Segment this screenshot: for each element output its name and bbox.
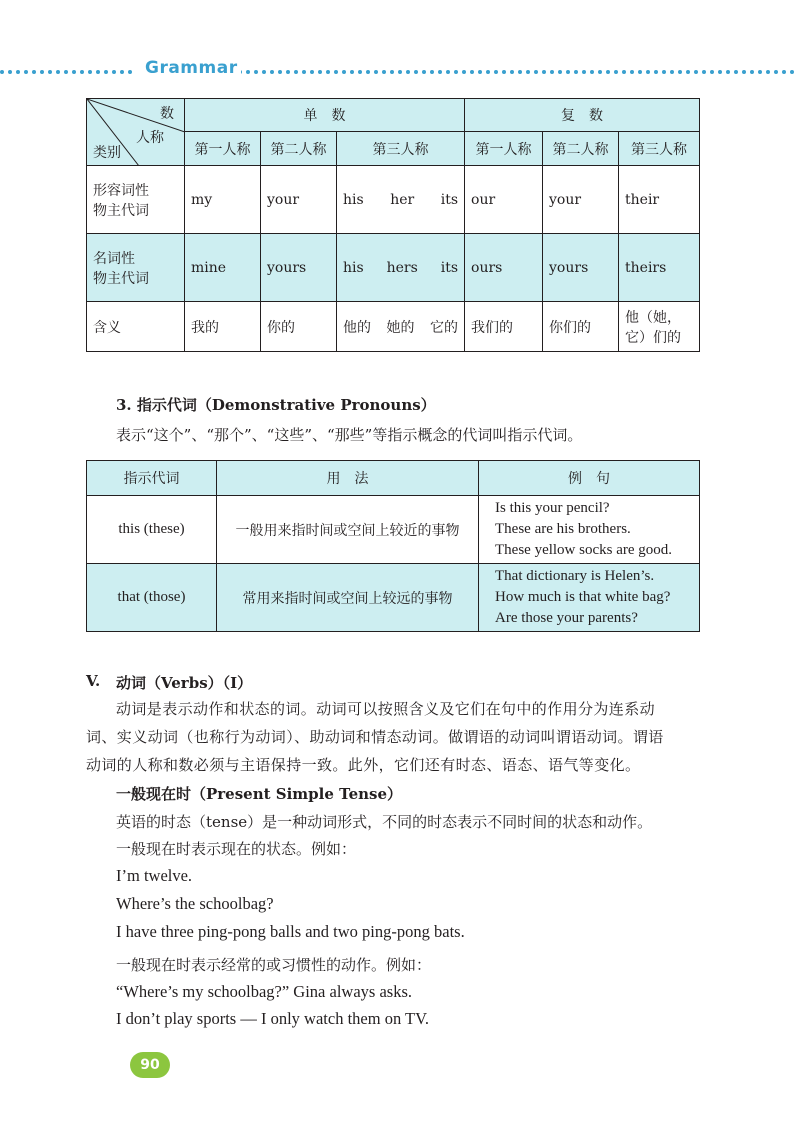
- table-row: [87, 166, 700, 234]
- header-dot: [702, 70, 706, 74]
- header-dot: [24, 70, 28, 74]
- header-dot: [0, 70, 4, 74]
- header-dot: [398, 70, 402, 74]
- header-dots-right: [230, 68, 800, 76]
- header-dot: [598, 70, 602, 74]
- example-sentence: I’m twelve.: [116, 866, 193, 885]
- table-cell: our: [465, 166, 543, 234]
- table-cell: 你的: [261, 302, 337, 352]
- header-dot: [782, 70, 786, 74]
- header-dots-left: [0, 68, 142, 76]
- header-dot: [318, 70, 322, 74]
- header-dot: [72, 70, 76, 74]
- header-dot: [542, 70, 546, 74]
- row-label: 形容词性 物主代词: [87, 166, 185, 234]
- header-dot: [550, 70, 554, 74]
- header-dot: [8, 70, 12, 74]
- header-dot: [630, 70, 634, 74]
- header-dot: [358, 70, 362, 74]
- table-cell: yours: [543, 234, 619, 302]
- header-dot: [262, 70, 266, 74]
- header-dot: [718, 70, 722, 74]
- header-dot: [120, 70, 124, 74]
- header-dot: [350, 70, 354, 74]
- header-dot: [654, 70, 658, 74]
- tense-line: 一般现在时表示现在的状态。例如：: [116, 840, 357, 858]
- header-dot: [454, 70, 458, 74]
- header-dot: [518, 70, 522, 74]
- section-title: Grammar: [142, 58, 241, 78]
- header-dot: [478, 70, 482, 74]
- header-dot: [622, 70, 626, 74]
- table-cell: your: [261, 166, 337, 234]
- row-label: 名词性 物主代词: [87, 234, 185, 302]
- header-dot: [590, 70, 594, 74]
- verbs-paragraph-line: 动词的人称和数必须与主语保持一致。此外，它们还有时态、语态、语气等变化。: [86, 756, 641, 774]
- header-dot: [422, 70, 426, 74]
- header-dot: [686, 70, 690, 74]
- table-cell: 我们的: [465, 302, 543, 352]
- header-dot: [430, 70, 434, 74]
- header-dot: [726, 70, 730, 74]
- header-second-person: 第二人称: [261, 132, 337, 166]
- header-dot: [774, 70, 778, 74]
- header-dot: [662, 70, 666, 74]
- header-dot: [40, 70, 44, 74]
- verbs-paragraph-line: 动词是表示动作和状态的词。动词可以按照含义及它们在句中的作用分为连系动: [116, 700, 656, 718]
- table-cell: his her its: [337, 166, 465, 234]
- table-cell: Is this your pencil? These are his brothers. These yellow socks are good.: [479, 496, 700, 564]
- header-dot: [334, 70, 338, 74]
- header-dot: [16, 70, 20, 74]
- header-dot: [790, 70, 794, 74]
- header-dot: [638, 70, 642, 74]
- header-dot: [374, 70, 378, 74]
- header-dot: [582, 70, 586, 74]
- header-dot: [294, 70, 298, 74]
- header-dot: [112, 70, 116, 74]
- header-second-person: 第二人称: [543, 132, 619, 166]
- table-cell: yours: [261, 234, 337, 302]
- table-cell: your: [543, 166, 619, 234]
- table-row: [87, 564, 700, 632]
- header-dot: [104, 70, 108, 74]
- header-dot: [502, 70, 506, 74]
- header-dot: [64, 70, 68, 74]
- header-dot: [742, 70, 746, 74]
- header-dot: [390, 70, 394, 74]
- header-dot: [510, 70, 514, 74]
- header-dot: [646, 70, 650, 74]
- header-dot: [56, 70, 60, 74]
- table-cell: their: [619, 166, 700, 234]
- header-third-person: 第三人称: [337, 132, 465, 166]
- corner-header: [87, 99, 185, 166]
- table-cell: his hers its: [337, 234, 465, 302]
- header-first-person: 第一人称: [185, 132, 261, 166]
- header-dot: [446, 70, 450, 74]
- header-dot: [462, 70, 466, 74]
- row-label: 含义: [87, 302, 185, 352]
- demonstrative-heading: 3. 指示代词（Demonstrative Pronouns）: [116, 396, 436, 414]
- header-dot: [278, 70, 282, 74]
- header-dot: [470, 70, 474, 74]
- header-dot: [614, 70, 618, 74]
- header-dot: [286, 70, 290, 74]
- corner-number-label: 数: [160, 106, 174, 122]
- header-dot: [734, 70, 738, 74]
- table-row: [87, 496, 700, 564]
- header-third-person: 第三人称: [619, 132, 700, 166]
- header-dot: [80, 70, 84, 74]
- header-dot: [96, 70, 100, 74]
- header-dot: [406, 70, 410, 74]
- corner-person-label: 人称: [136, 130, 164, 146]
- table-cell: that (those): [87, 564, 217, 632]
- header-dot: [750, 70, 754, 74]
- header-usage: 用 法: [217, 461, 479, 496]
- header-example: 例 句: [479, 461, 700, 496]
- header-dot: [246, 70, 250, 74]
- tense-line: 英语的时态（tense）是一种动词形式，不同的时态表示不同时间的状态和动作。: [116, 813, 653, 831]
- header-dot: [710, 70, 714, 74]
- example-sentence: “Where’s my schoolbag?” Gina always asks.: [116, 982, 412, 1001]
- header-dot: [670, 70, 674, 74]
- header-dot: [366, 70, 370, 74]
- header-dot: [758, 70, 762, 74]
- table-cell: 他的 她的 它的: [337, 302, 465, 352]
- present-simple-heading: 一般现在时（Present Simple Tense）: [116, 785, 403, 803]
- table-cell: ours: [465, 234, 543, 302]
- table-cell: 我的: [185, 302, 261, 352]
- table-cell: mine: [185, 234, 261, 302]
- habit-line: 一般现在时表示经常的或习惯性的动作。例如：: [116, 956, 432, 974]
- header-dot: [32, 70, 36, 74]
- page-number: 90: [130, 1052, 170, 1078]
- verbs-numeral: V.: [86, 672, 101, 690]
- header-dot: [534, 70, 538, 74]
- header-dot: [342, 70, 346, 74]
- header-dot: [48, 70, 52, 74]
- corner-category-label: 类别: [93, 145, 121, 161]
- header-dot: [414, 70, 418, 74]
- header-dot: [326, 70, 330, 74]
- header-dot: [606, 70, 610, 74]
- header-demonstrative: 指示代词: [87, 461, 217, 496]
- demonstrative-intro: 表示“这个”、“那个”、“这些”、“那些”等指示概念的代词叫指示代词。: [116, 426, 583, 444]
- header-dot: [766, 70, 770, 74]
- table-cell: 常用来指时间或空间上较远的事物: [217, 564, 479, 632]
- table-row: [87, 234, 700, 302]
- header-dot: [526, 70, 530, 74]
- table-cell: theirs: [619, 234, 700, 302]
- table-cell: this (these): [87, 496, 217, 564]
- verbs-paragraph-line: 词、实义动词（也称行为动词）、助动词和情态动词。做谓语的动词叫谓语动词。谓语: [86, 728, 664, 746]
- header-dot: [310, 70, 314, 74]
- example-sentence: Where’s the schoolbag?: [116, 894, 274, 913]
- header-dot: [128, 70, 132, 74]
- header-dot: [438, 70, 442, 74]
- header-dot: [574, 70, 578, 74]
- table-cell: my: [185, 166, 261, 234]
- possessive-pronoun-table: [86, 98, 700, 352]
- header-dot: [302, 70, 306, 74]
- table-row: [87, 302, 700, 352]
- example-sentence: I have three ping-pong balls and two ping-pong bats.: [116, 922, 465, 941]
- header-dot: [270, 70, 274, 74]
- table-cell: 一般用来指时间或空间上较近的事物: [217, 496, 479, 564]
- header-dot: [254, 70, 258, 74]
- header-dot: [88, 70, 92, 74]
- header-dot: [566, 70, 570, 74]
- singular-header: 单 数: [185, 99, 465, 132]
- header-first-person: 第一人称: [465, 132, 543, 166]
- table-cell: 你们的: [543, 302, 619, 352]
- table-cell: 他（她， 它）们的: [619, 302, 700, 352]
- verbs-heading: 动词（Verbs）（I）: [116, 674, 253, 692]
- header-dot: [486, 70, 490, 74]
- header-dot: [382, 70, 386, 74]
- header-dot: [558, 70, 562, 74]
- header-dot: [694, 70, 698, 74]
- plural-header: 复 数: [465, 99, 700, 132]
- header-dot: [494, 70, 498, 74]
- header-dot: [678, 70, 682, 74]
- table-cell: That dictionary is Helen’s. How much is that white bag? Are those your parents?: [479, 564, 700, 632]
- demonstrative-table: [86, 460, 700, 632]
- example-sentence: I don’t play sports — I only watch them on TV.: [116, 1009, 430, 1028]
